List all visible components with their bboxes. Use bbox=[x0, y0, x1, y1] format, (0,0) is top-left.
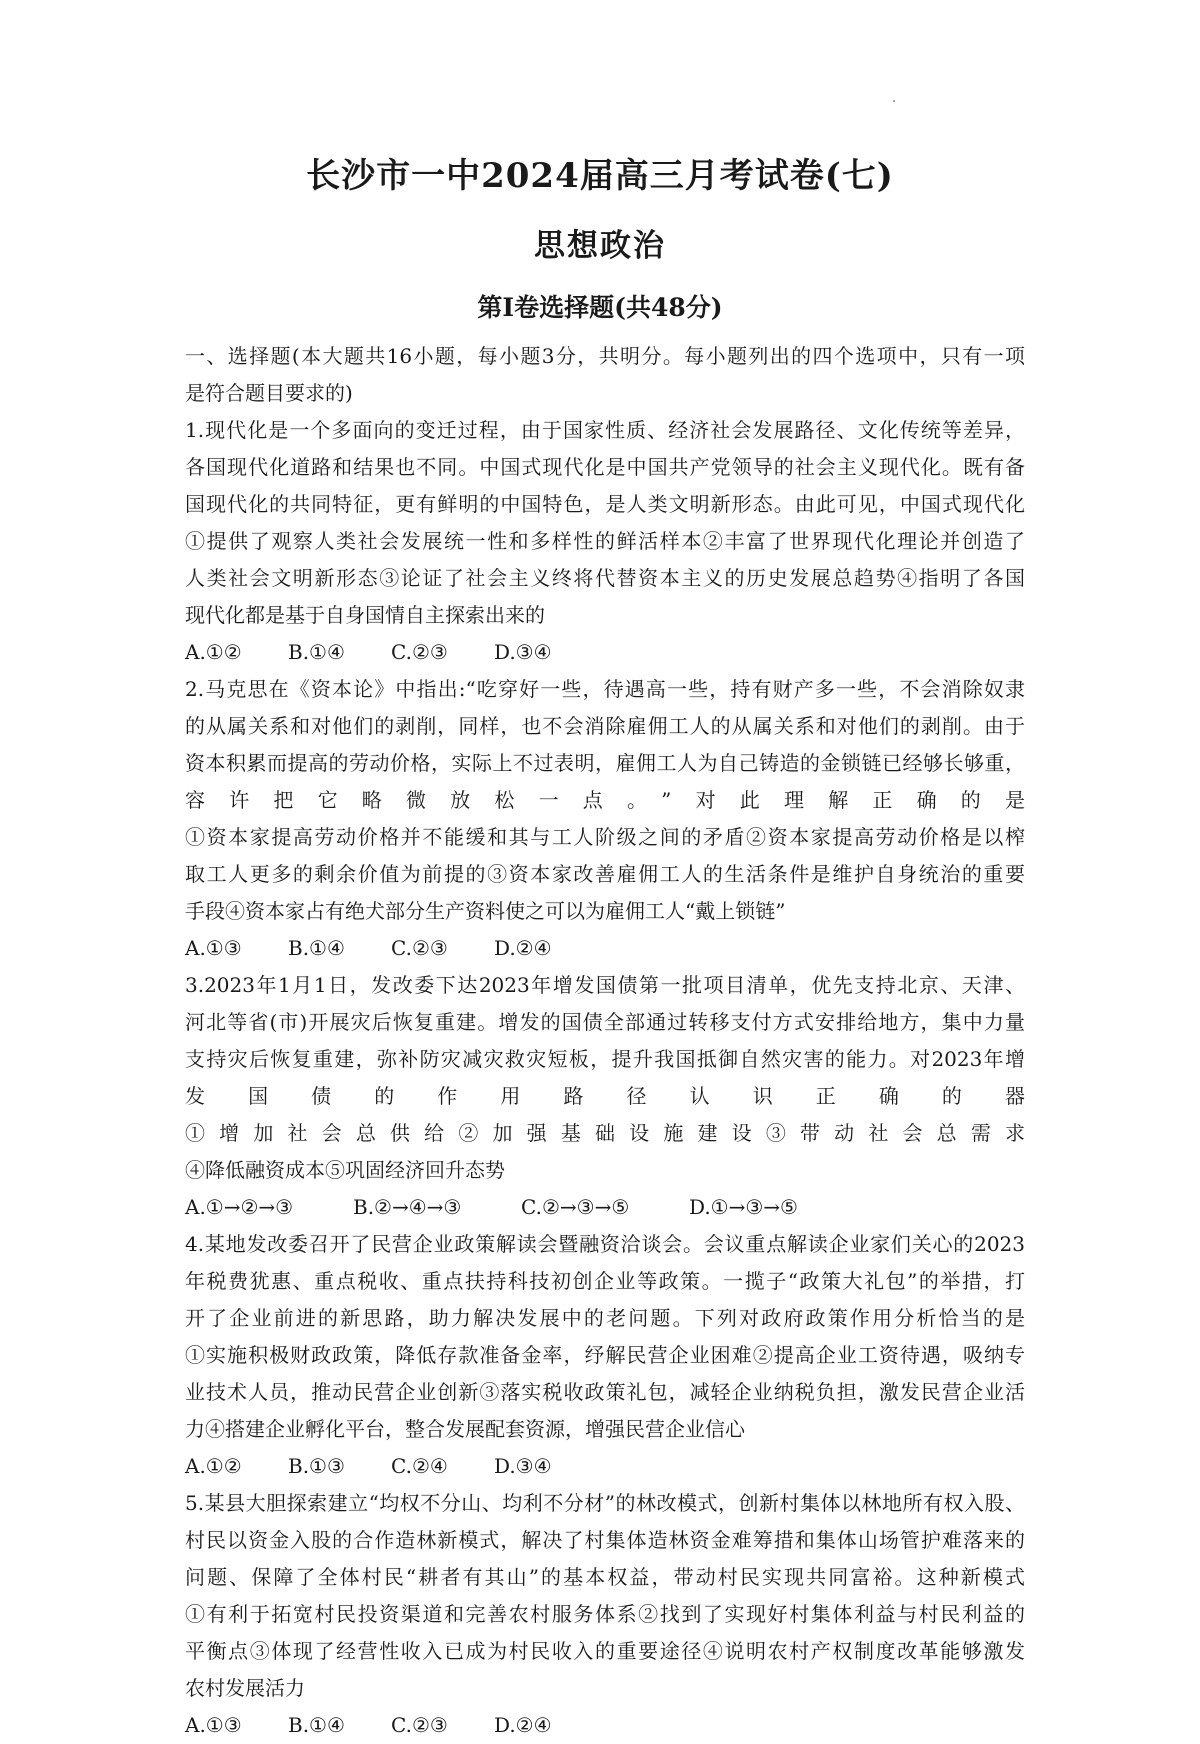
question-text-line: ④降低融资成本⑤巩固经济回升态势 bbox=[185, 1158, 505, 1182]
question-3 bbox=[185, 967, 1025, 1226]
answer-option: B.①④ bbox=[288, 640, 345, 664]
scan-speck bbox=[893, 100, 895, 102]
question-list bbox=[185, 412, 1025, 1744]
question-text-line: ①增加社会总供给②加强基础设施建设③带动社会总需求 bbox=[185, 1121, 1025, 1145]
question-text-line: 村民以资金入股的合作造林新模式，解决了村集体造林资金难筹措和集体山场管护难落来的 bbox=[185, 1528, 1025, 1552]
answer-option: B.①④ bbox=[288, 936, 345, 960]
question-text-line: ①有利于拓宽村民投资渠道和完善农村服务体系②找到了实现好村集体利益与村民利益的 bbox=[185, 1602, 1025, 1626]
answer-option: A.①→②→③ bbox=[185, 1195, 294, 1219]
answer-option: B.②→④→③ bbox=[353, 1195, 462, 1219]
question-text-line: 力④搭建企业孵化平台，整合发展配套资源，增强民营企业信心 bbox=[185, 1417, 745, 1441]
answer-option: B.①④ bbox=[288, 1713, 345, 1737]
instruction-line: 一、选择题(本大题共16小题，每小题3分，共明分。每小题列出的四个选项中，只有一项 bbox=[185, 344, 1025, 368]
instruction-line: 是符合题目要求的) bbox=[185, 381, 353, 405]
question-text-line: 的从属关系和对他们的剥削，同样，也不会消除雇佣工人的从属关系和对他们的剥削。由于 bbox=[185, 714, 1025, 738]
answer-option: C.②④ bbox=[391, 1454, 448, 1478]
question-text-line: 资本积累而提高的劳动价格，实际上不过表明，雇佣工人为自己铸造的金锁链已经够长够重， bbox=[185, 751, 1025, 775]
question-text-line: 年税费犹惠、重点税收、重点扶持科技初创企业等政策。一揽子“政策大礼包”的举措，打 bbox=[185, 1269, 1025, 1293]
answer-option: C.②③ bbox=[391, 936, 448, 960]
question-2 bbox=[185, 671, 1025, 967]
answer-option: A.①③ bbox=[185, 936, 242, 960]
answer-options bbox=[185, 634, 1025, 671]
answer-option: C.②③ bbox=[391, 640, 448, 664]
question-text-line: 发国债的作用路径认识正确的器 bbox=[185, 1084, 1025, 1108]
question-text-line: 农村发展活力 bbox=[185, 1676, 305, 1700]
question-text-line: ①提供了观察人类社会发展统一性和多样性的鲜活样本②丰富了世界现代化理论并创造了 bbox=[185, 529, 1025, 553]
question-1 bbox=[185, 412, 1025, 671]
exam-content bbox=[185, 338, 1025, 1744]
answer-options bbox=[185, 930, 1025, 967]
question-text-line: 平衡点③体现了经营性收入已成为村民收入的重要途径④说明农村产权制度改革能够激发 bbox=[185, 1639, 1025, 1663]
question-5 bbox=[185, 1485, 1025, 1744]
subject-title: 思想政治 bbox=[534, 228, 666, 264]
question-4 bbox=[185, 1226, 1025, 1485]
answer-option: C.②③ bbox=[391, 1713, 448, 1737]
question-text-line: 开了企业前进的新思路，助力解决发展中的老问题。下列对政府政策作用分析恰当的是 bbox=[185, 1306, 1025, 1330]
question-text-line: 支持灾后恢复重建，弥补防灾减灾救灾短板，提升我国抵御自然灾害的能力。对2023年增 bbox=[185, 1047, 1025, 1071]
answer-options bbox=[185, 1448, 1025, 1485]
question-text-line: ①实施积极财政政策，降低存款准备金率，纾解民营企业困难②提高企业工资待遇，吸纳专 bbox=[185, 1343, 1025, 1367]
question-text-line: ①资本家提高劳动价格并不能缓和其与工人阶级之间的矛盾②资本家提高劳动价格是以榨 bbox=[185, 825, 1025, 849]
question-text-line: 容许把它略微放松一点。”对此理解正确的是 bbox=[185, 788, 1025, 812]
question-text-line: 4.某地发改委召开了民营企业政策解读会暨融资洽谈会。会议重点解读企业家们关心的2023 bbox=[185, 1232, 1025, 1256]
answer-option: A.①② bbox=[185, 1454, 242, 1478]
question-text-line: 各国现代化道路和结果也不同。中国式现代化是中国共产党领导的社会主义现代化。既有备 bbox=[185, 455, 1025, 479]
question-text-line: 业技术人员，推动民营企业创新③落实税收政策礼包，减轻企业纳税负担，激发民营企业活 bbox=[185, 1380, 1025, 1404]
answer-option: A.①③ bbox=[185, 1713, 242, 1737]
section-title: 第I卷选择题(共48分) bbox=[477, 293, 723, 322]
question-text-line: 国现代化的共同特征，更有鲜明的中国特色，是人类文明新形态。由此可见，中国式现代化 bbox=[185, 492, 1025, 516]
answer-option: D.③④ bbox=[494, 1454, 552, 1478]
answer-option: A.①② bbox=[185, 640, 242, 664]
exam-title: 长沙市一中2024届高三月考试卷(七) bbox=[306, 156, 894, 196]
answer-option: D.③④ bbox=[494, 640, 552, 664]
answer-option: B.①③ bbox=[288, 1454, 345, 1478]
question-text-line: 3.2023年1月1日，发改委下达2023年增发国债第一批项目清单，优先支持北京、天津、 bbox=[185, 973, 1025, 997]
question-text-line: 2.马克思在《资本论》中指出:“吃穿好一些，待遇高一些，持有财产多一些，不会消除奴隶 bbox=[185, 677, 1025, 701]
instructions bbox=[185, 338, 1025, 412]
question-text-line: 河北等省(市)开展灾后恢复重建。增发的国债全部通过转移支付方式安排给地方，集中力量 bbox=[185, 1010, 1025, 1034]
answer-option: D.①→③→⑤ bbox=[689, 1195, 798, 1219]
answer-option: C.②→③→⑤ bbox=[521, 1195, 630, 1219]
answer-option: D.②④ bbox=[494, 1713, 552, 1737]
question-text-line: 取工人更多的剩余价值为前提的③资本家改善雇佣工人的生活条件是维护自身统治的重要 bbox=[185, 862, 1025, 886]
answer-option: D.②④ bbox=[494, 936, 552, 960]
question-text-line: 手段④资本家占有绝犬部分生产资料使之可以为雇佣工人“戴上锁链” bbox=[185, 899, 786, 923]
question-text-line: 5.某县大胆探索建立“均权不分山、均利不分材”的林改模式，创新村集体以林地所有权入股、 bbox=[185, 1491, 1025, 1515]
answer-options bbox=[185, 1189, 1025, 1226]
answer-options bbox=[185, 1707, 1025, 1744]
question-text-line: 现代化都是基于自身国情自主探索出来的 bbox=[185, 603, 545, 627]
question-text-line: 问题、保障了全体村民“耕者有其山”的基本权益，带动村民实现共同富裕。这种新模式 bbox=[185, 1565, 1025, 1589]
question-text-line: 1.现代化是一个多面向的变迁过程，由于国家性质、经济社会发展路径、文化传统等差异， bbox=[185, 418, 1025, 442]
question-text-line: 人类社会文明新形态③论证了社会主义终将代替资本主义的历史发展总趋势④指明了各国 bbox=[185, 566, 1025, 590]
